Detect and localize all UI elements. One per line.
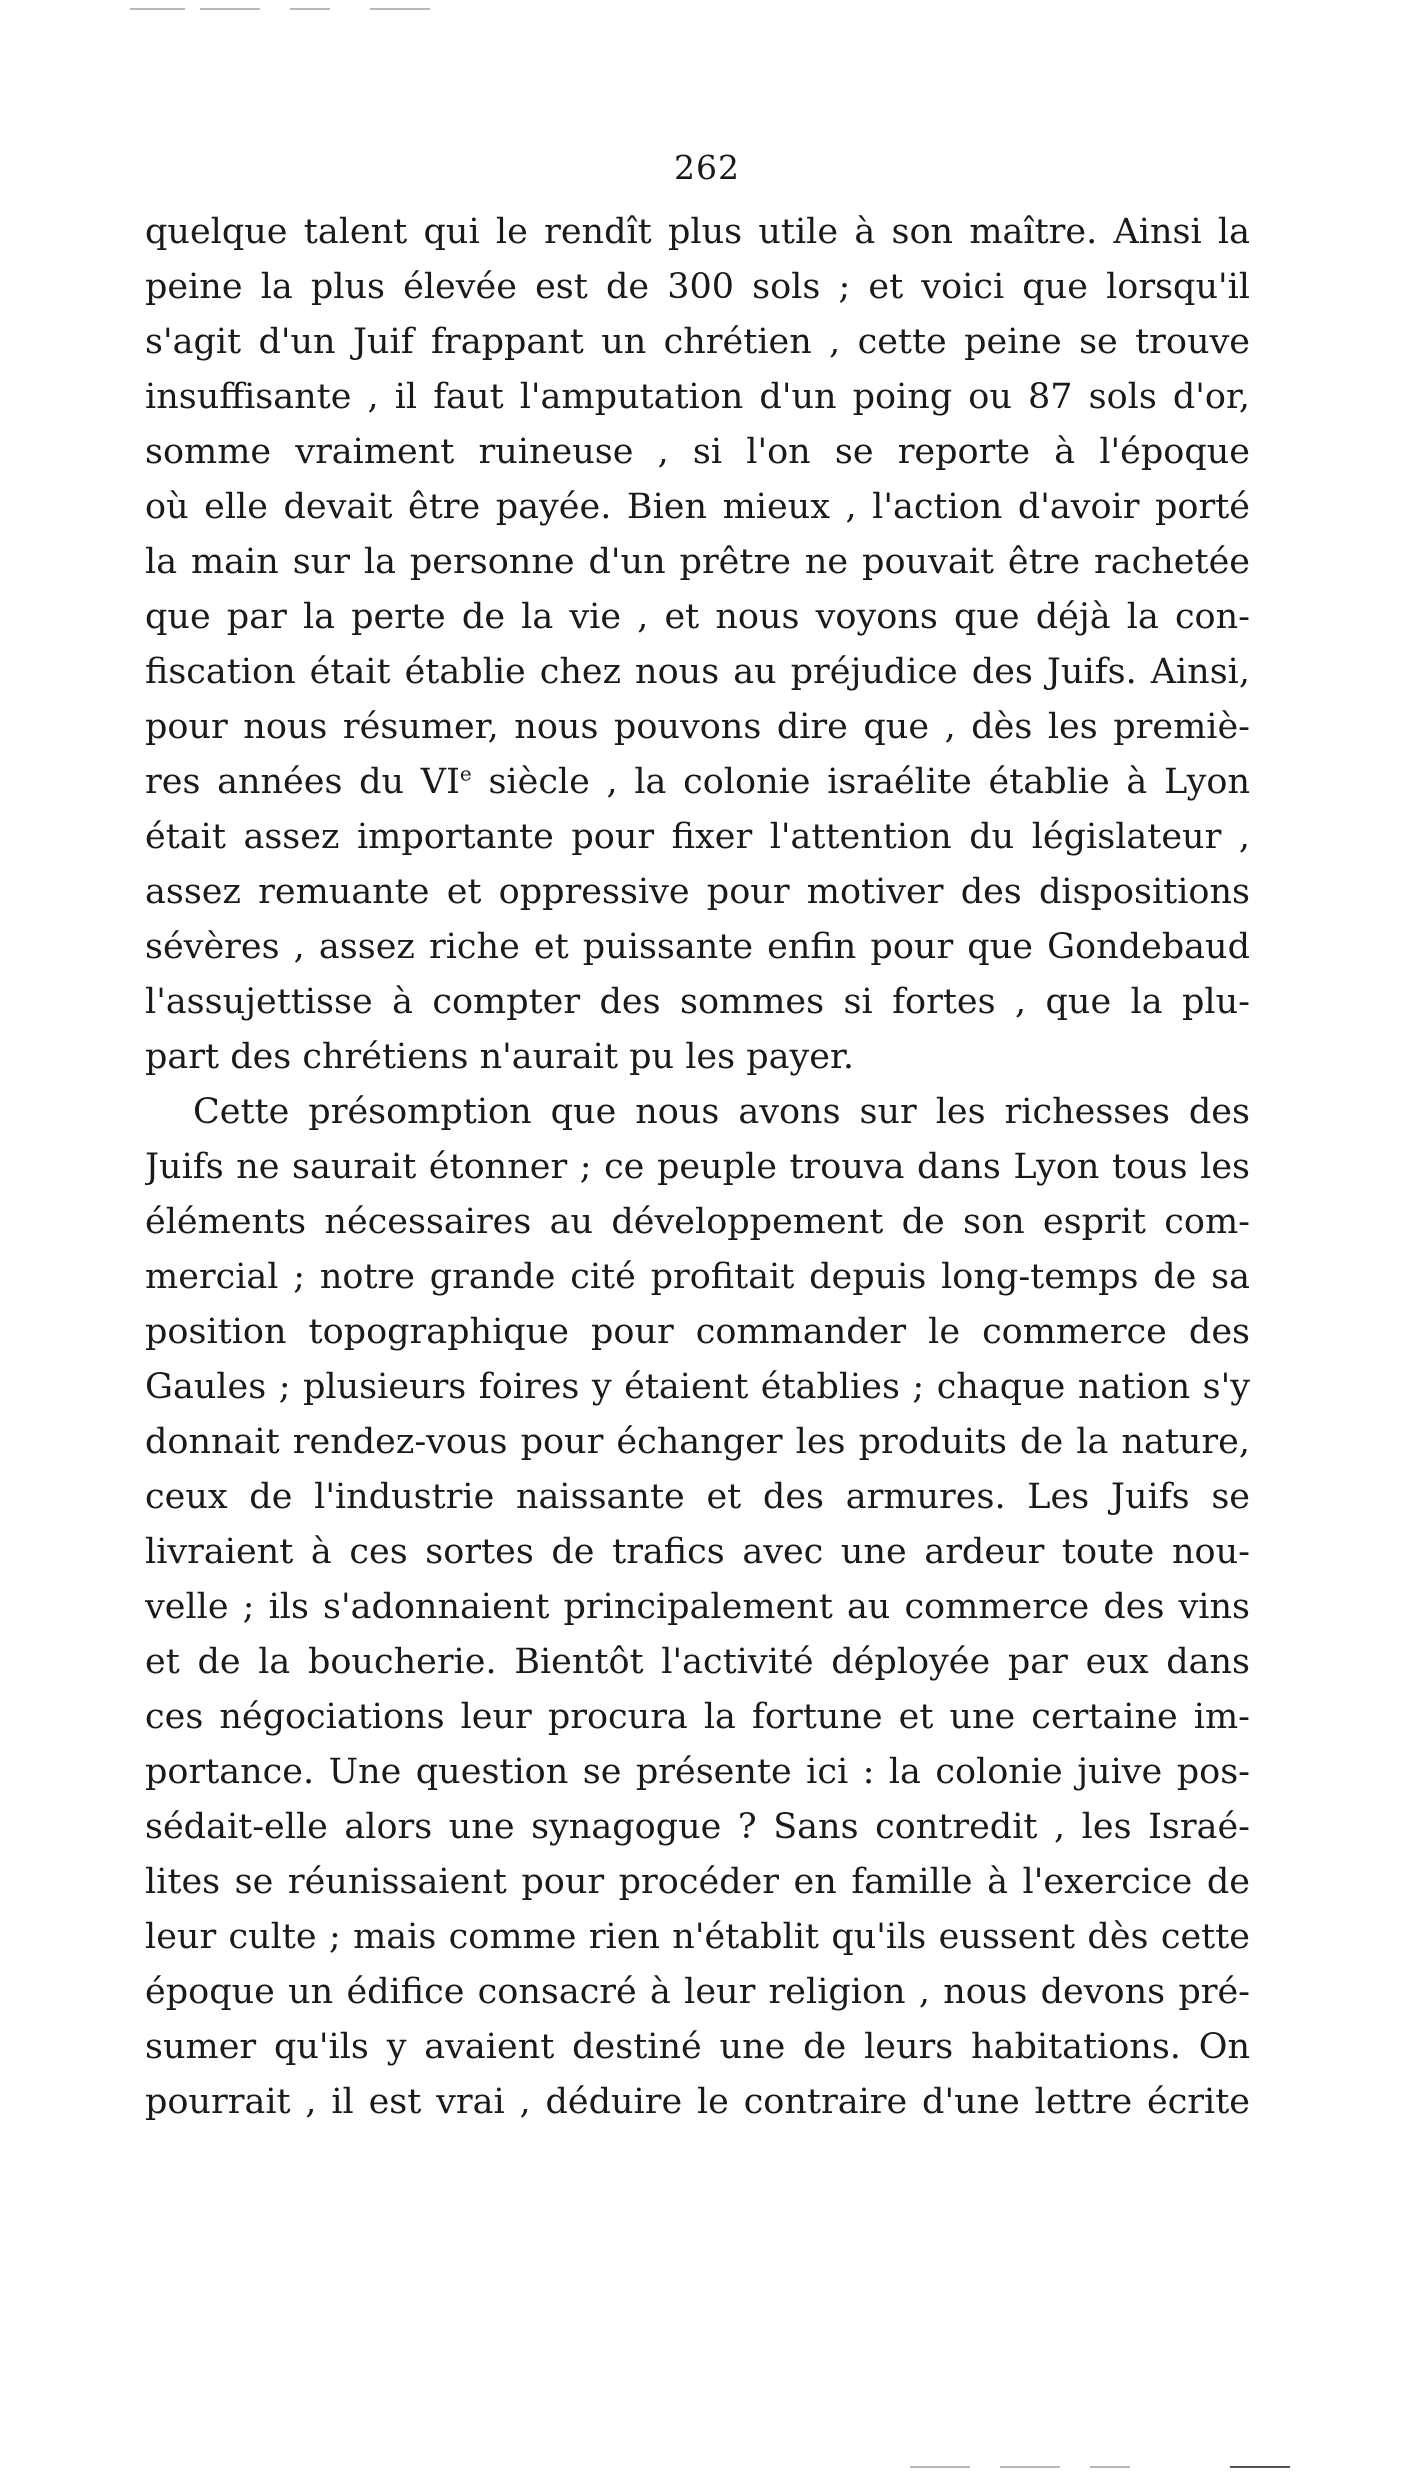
text-line [145, 755, 1250, 810]
text-line: la main sur la personne d'un prêtre ne pouvait être rachetée [145, 542, 1250, 582]
text-line: pourrait , il est vrai , déduire le contraire d'une lettre écrite [145, 2082, 1250, 2122]
text-line: insuffisante , il faut l'amputation d'un poing ou 87 sols d'or, [145, 377, 1250, 417]
scan-artifact [130, 8, 185, 10]
paragraph [145, 1085, 1250, 2130]
superscript: e [459, 761, 472, 786]
text-line: donnait rendez-vous pour échanger les produits de la nature, [145, 1422, 1250, 1462]
text-line: ceux de l'industrie naissante et des armures. Les Juifs se [145, 1477, 1250, 1517]
page-number: 262 [674, 148, 740, 187]
text-line: peine la plus élevée est de 300 sols ; et voici que lorsqu'il [145, 267, 1250, 307]
text-line: ces négociations leur procura la fortune et une certaine im- [145, 1697, 1250, 1737]
text-line: s'agit d'un Juif frappant un chrétien , cette peine se trouve [145, 322, 1250, 362]
text-line: où elle devait être payée. Bien mieux , l'action d'avoir porté [145, 487, 1250, 527]
text-line: l'assujettisse à compter des sommes si fortes , que la plu- [145, 982, 1250, 1022]
text-line: éléments nécessaires au développement de son esprit com- [145, 1202, 1250, 1242]
text-line: lites se réunissaient pour procéder en famille à l'exercice de [145, 1862, 1250, 1902]
text-line: Juifs ne saurait étonner ; ce peuple trouva dans Lyon tous les [145, 1147, 1250, 1187]
text-line: Cette présomption que nous avons sur les richesses des [193, 1092, 1250, 1132]
text-segment: res années du VI [145, 762, 460, 802]
text-line: leur culte ; mais comme rien n'établit qu'ils eussent dès cette [145, 1917, 1250, 1957]
text-line: époque un édifice consacré à leur religion , nous devons pré- [145, 1972, 1250, 2012]
text-line: que par la perte de la vie , et nous voyons que déjà la con- [145, 597, 1250, 637]
text-line: sumer qu'ils y avaient destiné une de leurs habitations. On [145, 2027, 1250, 2067]
scan-artifact [370, 8, 430, 10]
text-line: et de la boucherie. Bientôt l'activité déployée par eux dans [145, 1642, 1250, 1682]
scan-artifact [290, 8, 330, 10]
text-segment: siècle , la colonie israélite établie à Lyon [471, 762, 1250, 802]
scan-artifact [1230, 2466, 1290, 2468]
text-line: était assez importante pour fixer l'attention du législateur , [145, 817, 1250, 857]
text-line: sévères , assez riche et puissante enfin pour que Gondebaud [145, 927, 1250, 967]
text-line: sédait-elle alors une synagogue ? Sans contredit , les Israé- [145, 1807, 1250, 1847]
body-text [145, 205, 1250, 2130]
scan-artifact [910, 2466, 970, 2468]
text-line: pour nous résumer, nous pouvons dire que , dès les premiè- [145, 707, 1250, 747]
text-line: velle ; ils s'adonnaient principalement au commerce des vins [145, 1587, 1250, 1627]
scan-artifact [200, 8, 260, 10]
text-line: position topographique pour commander le commerce des [145, 1312, 1250, 1352]
text-line: part des chrétiens n'aurait pu les payer. [145, 1037, 854, 1077]
text-line: portance. Une question se présente ici : la colonie juive pos- [145, 1752, 1250, 1792]
text-line: fiscation était établie chez nous au préjudice des Juifs. Ainsi, [145, 652, 1250, 692]
text-line: mercial ; notre grande cité profitait depuis long-temps de sa [145, 1257, 1250, 1297]
text-line: quelque talent qui le rendît plus utile à son maître. Ainsi la [145, 212, 1250, 252]
text-line: livraient à ces sortes de trafics avec une ardeur toute nou- [145, 1532, 1250, 1572]
text-line: Gaules ; plusieurs foires y étaient établies ; chaque nation s'y [145, 1367, 1250, 1407]
text-line: somme vraiment ruineuse , si l'on se reporte à l'époque [145, 432, 1250, 472]
paragraph [145, 205, 1250, 1085]
text-line: assez remuante et oppressive pour motiver des dispositions [145, 872, 1250, 912]
scan-artifact [1090, 2466, 1130, 2468]
scan-artifact [1000, 2466, 1060, 2468]
